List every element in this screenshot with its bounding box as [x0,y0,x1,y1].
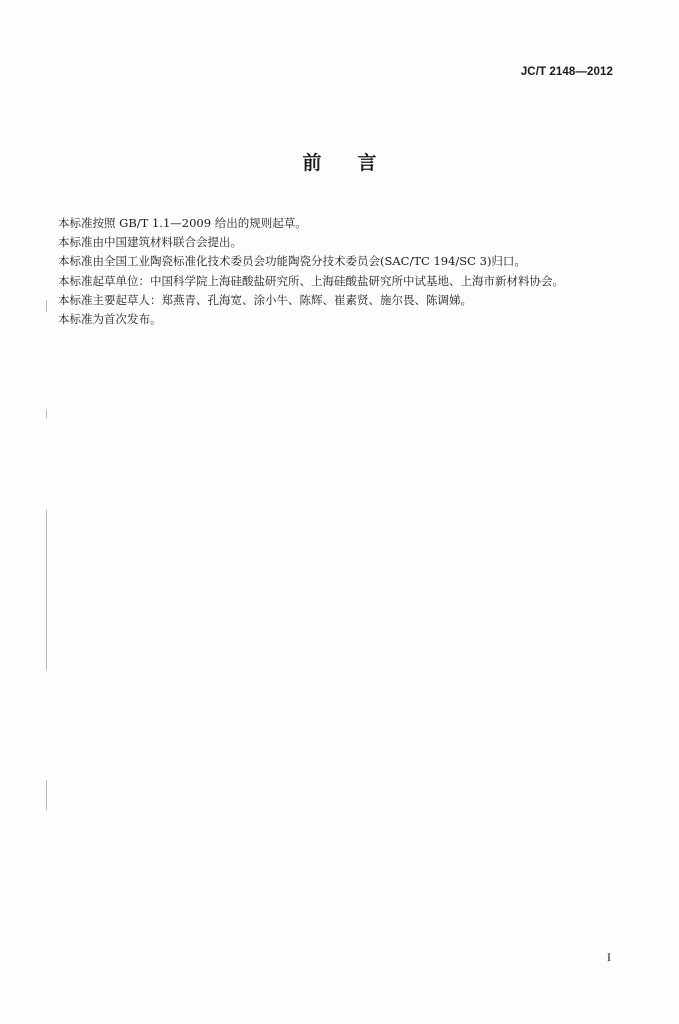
standard-code: JC/T 2148—2012 [520,66,613,78]
foreword-line: 本标准为首次发布。 [58,312,162,327]
scan-margin-marks [44,300,50,840]
foreword-line: 本标准按照 GB/T 1.1—2009 给出的规则起草。 [58,216,307,230]
foreword-body [58,214,638,329]
foreword-line: 本标准由全国工业陶瓷标准化技术委员会功能陶瓷分技术委员会(SAC/TC 194/SC 3)归口。 [58,254,526,269]
page-number: I [607,950,611,964]
page-title: 前言 [302,152,413,174]
foreword-line: 本标准由中国建筑材料联合会提出。 [58,235,242,250]
foreword-line: 本标准主要起草人：郑燕青、孔海宽、涂小牛、陈辉、崔素贤、施尔畏、陈调娣。 [58,292,472,307]
foreword-line: 本标准起草单位：中国科学院上海硅酸盐研究所、上海硅酸盐研究所中试基地、上海市新材料协会。 [58,273,564,288]
